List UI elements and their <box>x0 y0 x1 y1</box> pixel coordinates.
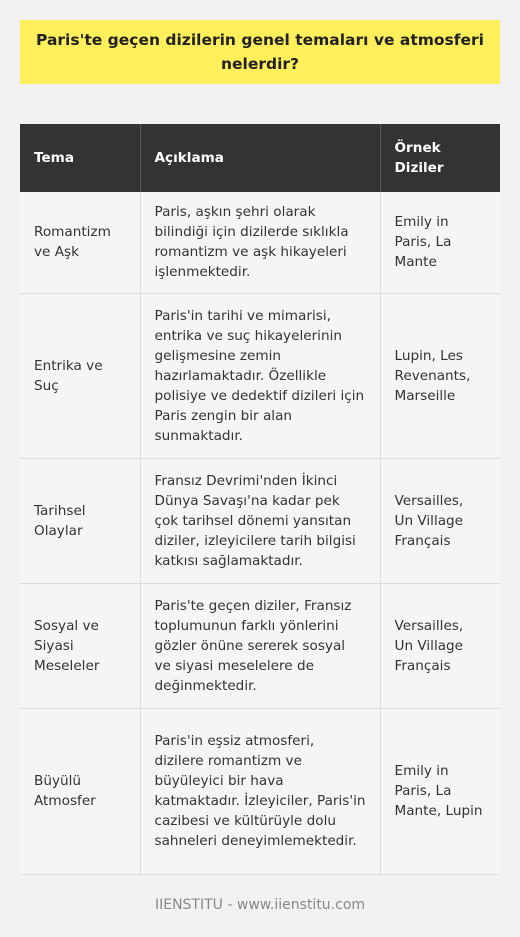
cell-description: Paris'in eşsiz atmosferi, dizilere romantizm ve büyüleyici bir hava katmaktadır. İzleyiciler, Paris'in cazibesi ve kültürüyle dolu sahneleri deneyimlemektedir. <box>140 708 380 874</box>
cell-examples: Versailles, Un Village Français <box>380 458 500 583</box>
cell-description: Paris'in tarihi ve mimarisi, entrika ve suç hikayelerinin gelişmesine zemin hazırlamaktadır. Özellikle polisiye ve dedektif dizileri için Paris zengin bir alan sunmaktadır. <box>140 293 380 458</box>
header-examples: Örnek Diziler <box>380 124 500 192</box>
cell-examples: Emily in Paris, La Mante <box>380 192 500 293</box>
themes-table <box>20 124 500 875</box>
cell-theme: Tarihsel Olaylar <box>20 458 140 583</box>
cell-theme: Büyülü Atmosfer <box>20 708 140 874</box>
cell-description: Paris'te geçen diziler, Fransız toplumunun farklı yönlerini gözler önüne sererek sosyal ve siyasi meselelere de değinmektedir. <box>140 583 380 708</box>
cell-examples: Emily in Paris, La Mante, Lupin <box>380 708 500 874</box>
table-row <box>20 458 500 583</box>
cell-theme: Sosyal ve Siyasi Meseleler <box>20 583 140 708</box>
page-title: Paris'te geçen dizilerin genel temaları ve atmosferi nelerdir? <box>20 20 500 84</box>
cell-examples: Versailles, Un Village Français <box>380 583 500 708</box>
table-row <box>20 293 500 458</box>
cell-examples: Lupin, Les Revenants, Marseille <box>380 293 500 458</box>
cell-description: Fransız Devrimi'nden İkinci Dünya Savaşı'na kadar pek çok tarihsel dönemi yansıtan diziler, izleyicilere tarih bilgisi katkısı sağlamaktadır. <box>140 458 380 583</box>
cell-description: Paris, aşkın şehri olarak bilindiği için dizilerde sıklıkla romantizm ve aşk hikayeleri işlenmektedir. <box>140 192 380 293</box>
cell-theme: Romantizm ve Aşk <box>20 192 140 293</box>
footer-credit: IIENSTITU - www.iienstitu.com <box>154 897 366 913</box>
header-theme: Tema <box>20 124 140 192</box>
table-row <box>20 192 500 293</box>
header-description: Açıklama <box>140 124 380 192</box>
table-row <box>20 708 500 874</box>
cell-theme: Entrika ve Suç <box>20 293 140 458</box>
table-header-row <box>20 124 500 192</box>
table-row <box>20 583 500 708</box>
